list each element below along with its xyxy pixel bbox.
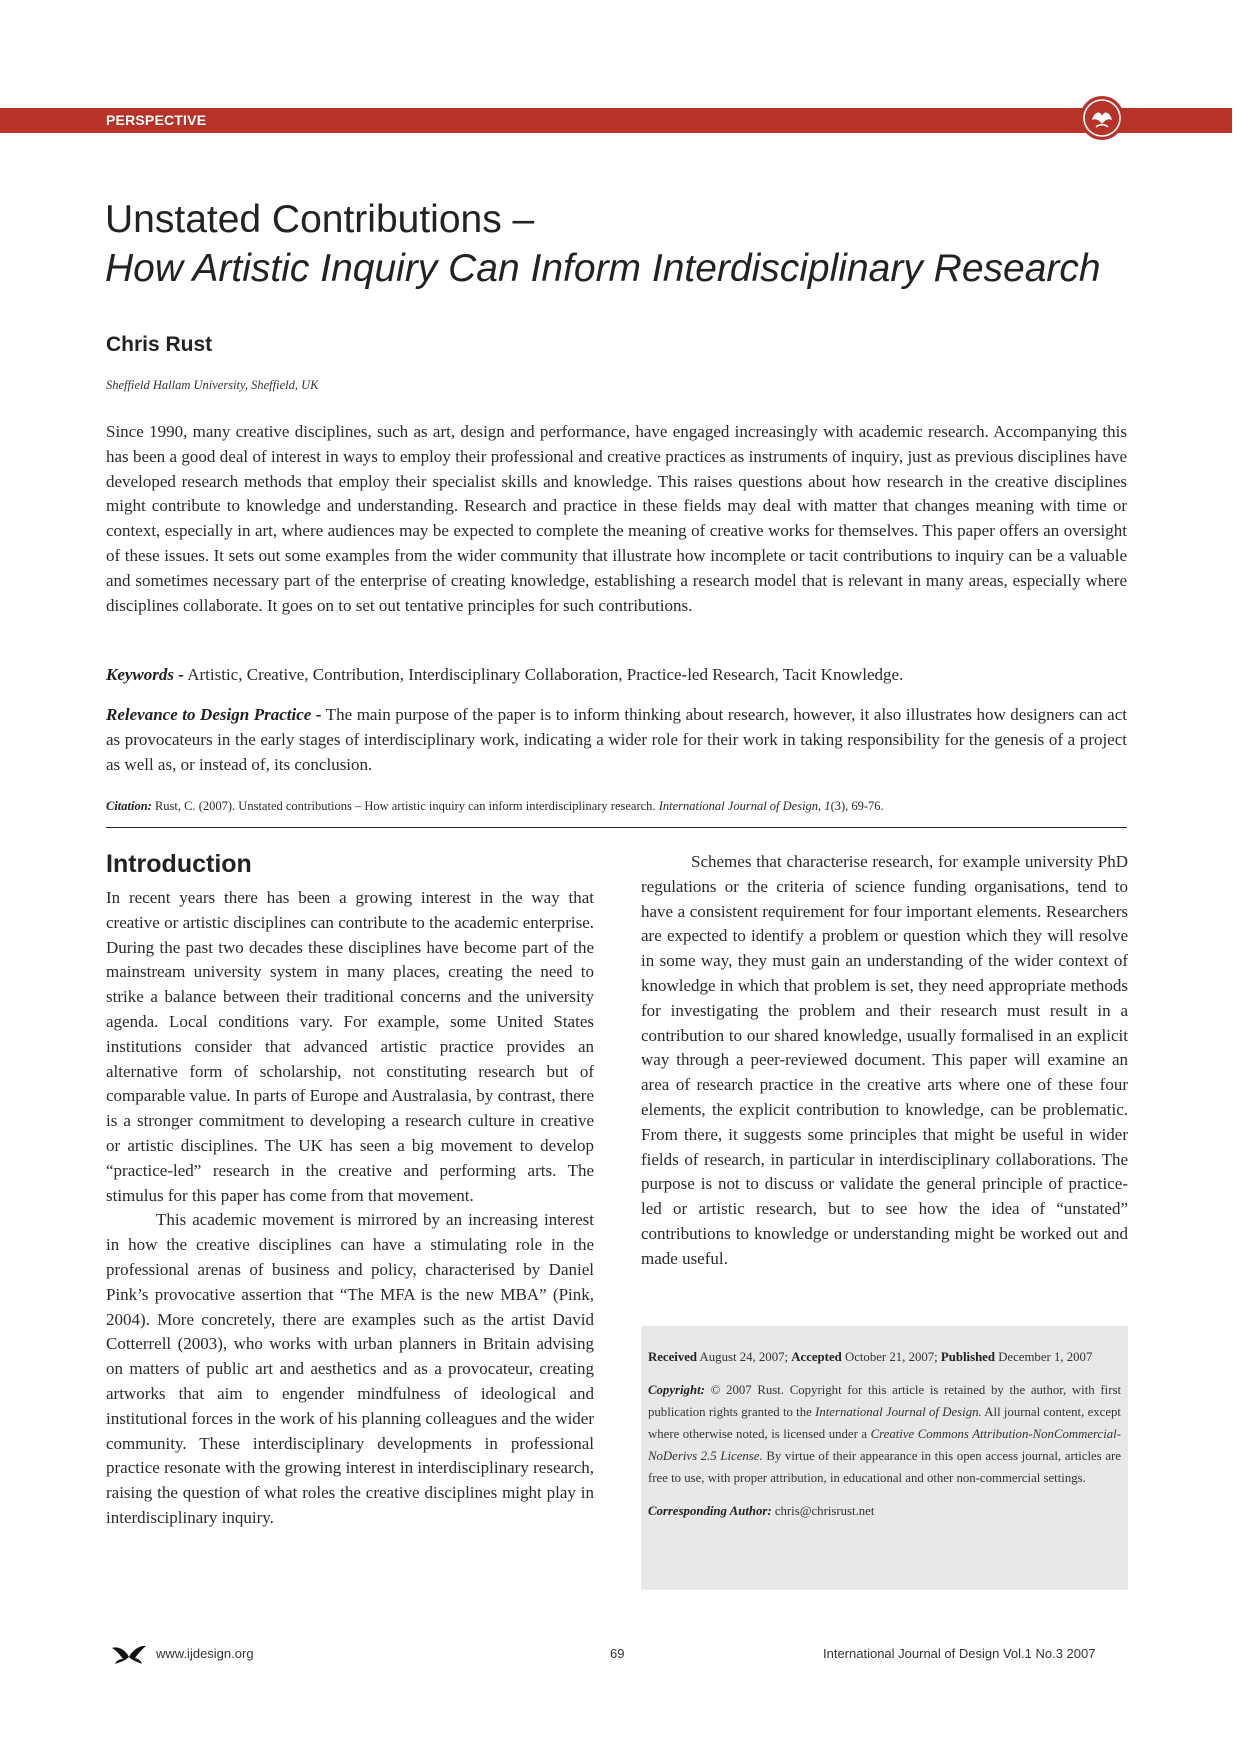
- intro-paragraph-1: In recent years there has been a growing interest in the way that creative or artistic disciplines can contribute to the academic enterprise. During the past two decades these disciplines have become part of the mainstream university system in many places, creating the need to strike a balance between their traditional concerns and the university agenda. Local conditions vary. For example, some United States institutions consider that advanced artistic practice provides an alternative form of scholarship, not constituting research but of comparable value. In parts of Europe and Australasia, by contrast, there is a stronger commitment to developing a research culture in creative or artistic disciplines. The UK has seen a big movement to develop “practice-led” research in the creative and performing arts. The stimulus for this paper has come from that movement.: [106, 888, 594, 1205]
- footer-journal-info: International Journal of Design Vol.1 No.3 2007: [823, 1646, 1096, 1661]
- butterfly-seal-icon: [1078, 94, 1126, 142]
- received-label: Received: [648, 1350, 698, 1364]
- section-label: PERSPECTIVE: [106, 112, 207, 128]
- corresponding-label: Corresponding Author:: [648, 1504, 772, 1518]
- abstract: Since 1990, many creative disciplines, such as art, design and performance, have engaged increasingly with academic research. Accompanying this has been a good deal of interest in ways to employ their professional and creative practices as instruments of inquiry, just as previous disciplines have developed research methods that employ their specialist skills and knowledge. This raises questions about how research in the creative disciplines might contribute to knowledge and understanding. Research and practice in these fields may deal with matter that changes meaning with time or context, especially in art, where audiences may be expected to complete the meaning of creative works for themselves. This paper offers an oversight of these issues. It sets out some examples from the wider community that illustrate how incomplete or tacit contributions to inquiry can be a valuable and sometimes necessary part of the enterprise of creating knowledge, establishing a research model that is relevant in many areas, especially where disciplines collaborate. It goes on to set out tentative principles for such contributions.: [106, 422, 1127, 615]
- title-subtitle: How Artistic Inquiry Can Inform Interdisciplinary Research: [105, 247, 1101, 290]
- received-date: August 24, 2007;: [699, 1350, 789, 1364]
- dates-line: [648, 1346, 1121, 1368]
- copyright-text-2: All journal content, except where otherwise noted, is licensed under a: [648, 1405, 1121, 1441]
- keywords: [106, 663, 1127, 688]
- copyright-license: Creative Commons Attribution-NonCommercial-NoDerivs 2.5 License.: [648, 1427, 1122, 1463]
- left-column: [106, 848, 594, 1531]
- accepted-date: October 21, 2007;: [844, 1350, 938, 1364]
- corresponding-email[interactable]: chris@chrisrust.net: [774, 1504, 875, 1518]
- citation-journal: International Journal of Design, 1: [658, 799, 831, 813]
- published-date: December 1, 2007: [998, 1350, 1093, 1364]
- copyright-journal: International Journal of Design.: [815, 1405, 982, 1419]
- footer-website[interactable]: www.ijdesign.org: [156, 1646, 254, 1661]
- accepted-label: Accepted: [791, 1350, 842, 1364]
- section-banner: [0, 108, 1232, 133]
- intro-paragraph-2: This academic movement is mirrored by an increasing interest in how the creative disciplines can have a stimulating role in the professional arenas of business and policy, characterised by Daniel Pink’s provocative assertion that “The MFA is the new MBA” (Pink, 2004). More concretely, there are examples such as the artist David Cotterrell (2003), who works with urban planners in Britain advising on matters of public art and aesthetics and as a provocateur, creating artworks that aim to engender mindfulness of ideological and institutional forces in the work of his planning colleagues and the wider community. These interdisciplinary developments in professional practice resonate with the growing interest in interdisciplinary research, raising the question of what roles the creative disciplines might play in interdisciplinary inquiry.: [106, 1210, 594, 1527]
- corresponding-author: [648, 1500, 1121, 1522]
- right-column: [641, 850, 1128, 1272]
- article-title: [105, 195, 1165, 293]
- copyright-text-1: © 2007 Rust. Copyright for this article is retained by the author, with first publication rights granted to the: [648, 1383, 1121, 1419]
- section-heading: Introduction: [106, 850, 252, 878]
- page-number: 69: [610, 1646, 625, 1661]
- keywords-text: Artistic, Creative, Contribution, Interdisciplinary Collaboration, Practice-led Research, Tacit Knowledge.: [187, 665, 904, 684]
- author-affiliation: Sheffield Hallam University, Sheffield, UK: [106, 378, 319, 392]
- title-main: Unstated Contributions –: [105, 198, 535, 241]
- citation: [106, 798, 1127, 814]
- copyright-notice: [648, 1379, 1121, 1489]
- citation-label: Citation:: [106, 799, 152, 813]
- citation-issue: (3), 69-76.: [830, 799, 884, 813]
- author-name: Chris Rust: [106, 333, 213, 356]
- relevance-label: Relevance to Design Practice -: [106, 705, 322, 724]
- copyright-label: Copyright:: [648, 1383, 705, 1397]
- divider: [106, 827, 1127, 828]
- intro-paragraph-3: Schemes that characterise research, for example university PhD regulations or the criteria of science funding organisations, tend to have a consistent requirement for four important elements. Researchers are expected to identify a problem or question which they will resolve in some way, they must gain an understanding of the wider context of knowledge in which that problem is set, they need appropriate methods for investigating the problem and their research must result in a contribution to our shared knowledge, usually formalised in an explicit way through a peer-reviewed document. This paper will examine an area of research practice in the creative arts where one of these four elements, the explicit contribution to knowledge, can be problematic. From there, it suggests some principles that might be useful in wider fields of research, in particular in interdisciplinary collaborations. The purpose is not to discuss or validate the general principle of practice-led or artistic research, but to see how the idea of “unstated” contributions to knowledge or understanding might be worked out and made useful.: [641, 852, 1128, 1268]
- butterfly-icon: [111, 1643, 147, 1665]
- published-label: Published: [940, 1350, 995, 1364]
- relevance: [106, 703, 1127, 777]
- citation-text: Rust, C. (2007). Unstated contributions – How artistic inquiry can inform interdisciplinary research.: [154, 799, 656, 813]
- article-info-box: [641, 1326, 1128, 1590]
- relevance-text: The main purpose of the paper is to inform thinking about research, however, it also illustrates how designers can act as provocateurs in the early stages of interdisciplinary work, indicating a wider role for their work in taking responsibility for the genesis of a project as well as, or instead of, its conclusion.: [106, 705, 1127, 774]
- copyright-text-3: By virtue of their appearance in this open access journal, articles are free to use, with proper attribution, in educational and other non-commercial settings.: [648, 1449, 1121, 1485]
- keywords-label: Keywords -: [106, 665, 184, 684]
